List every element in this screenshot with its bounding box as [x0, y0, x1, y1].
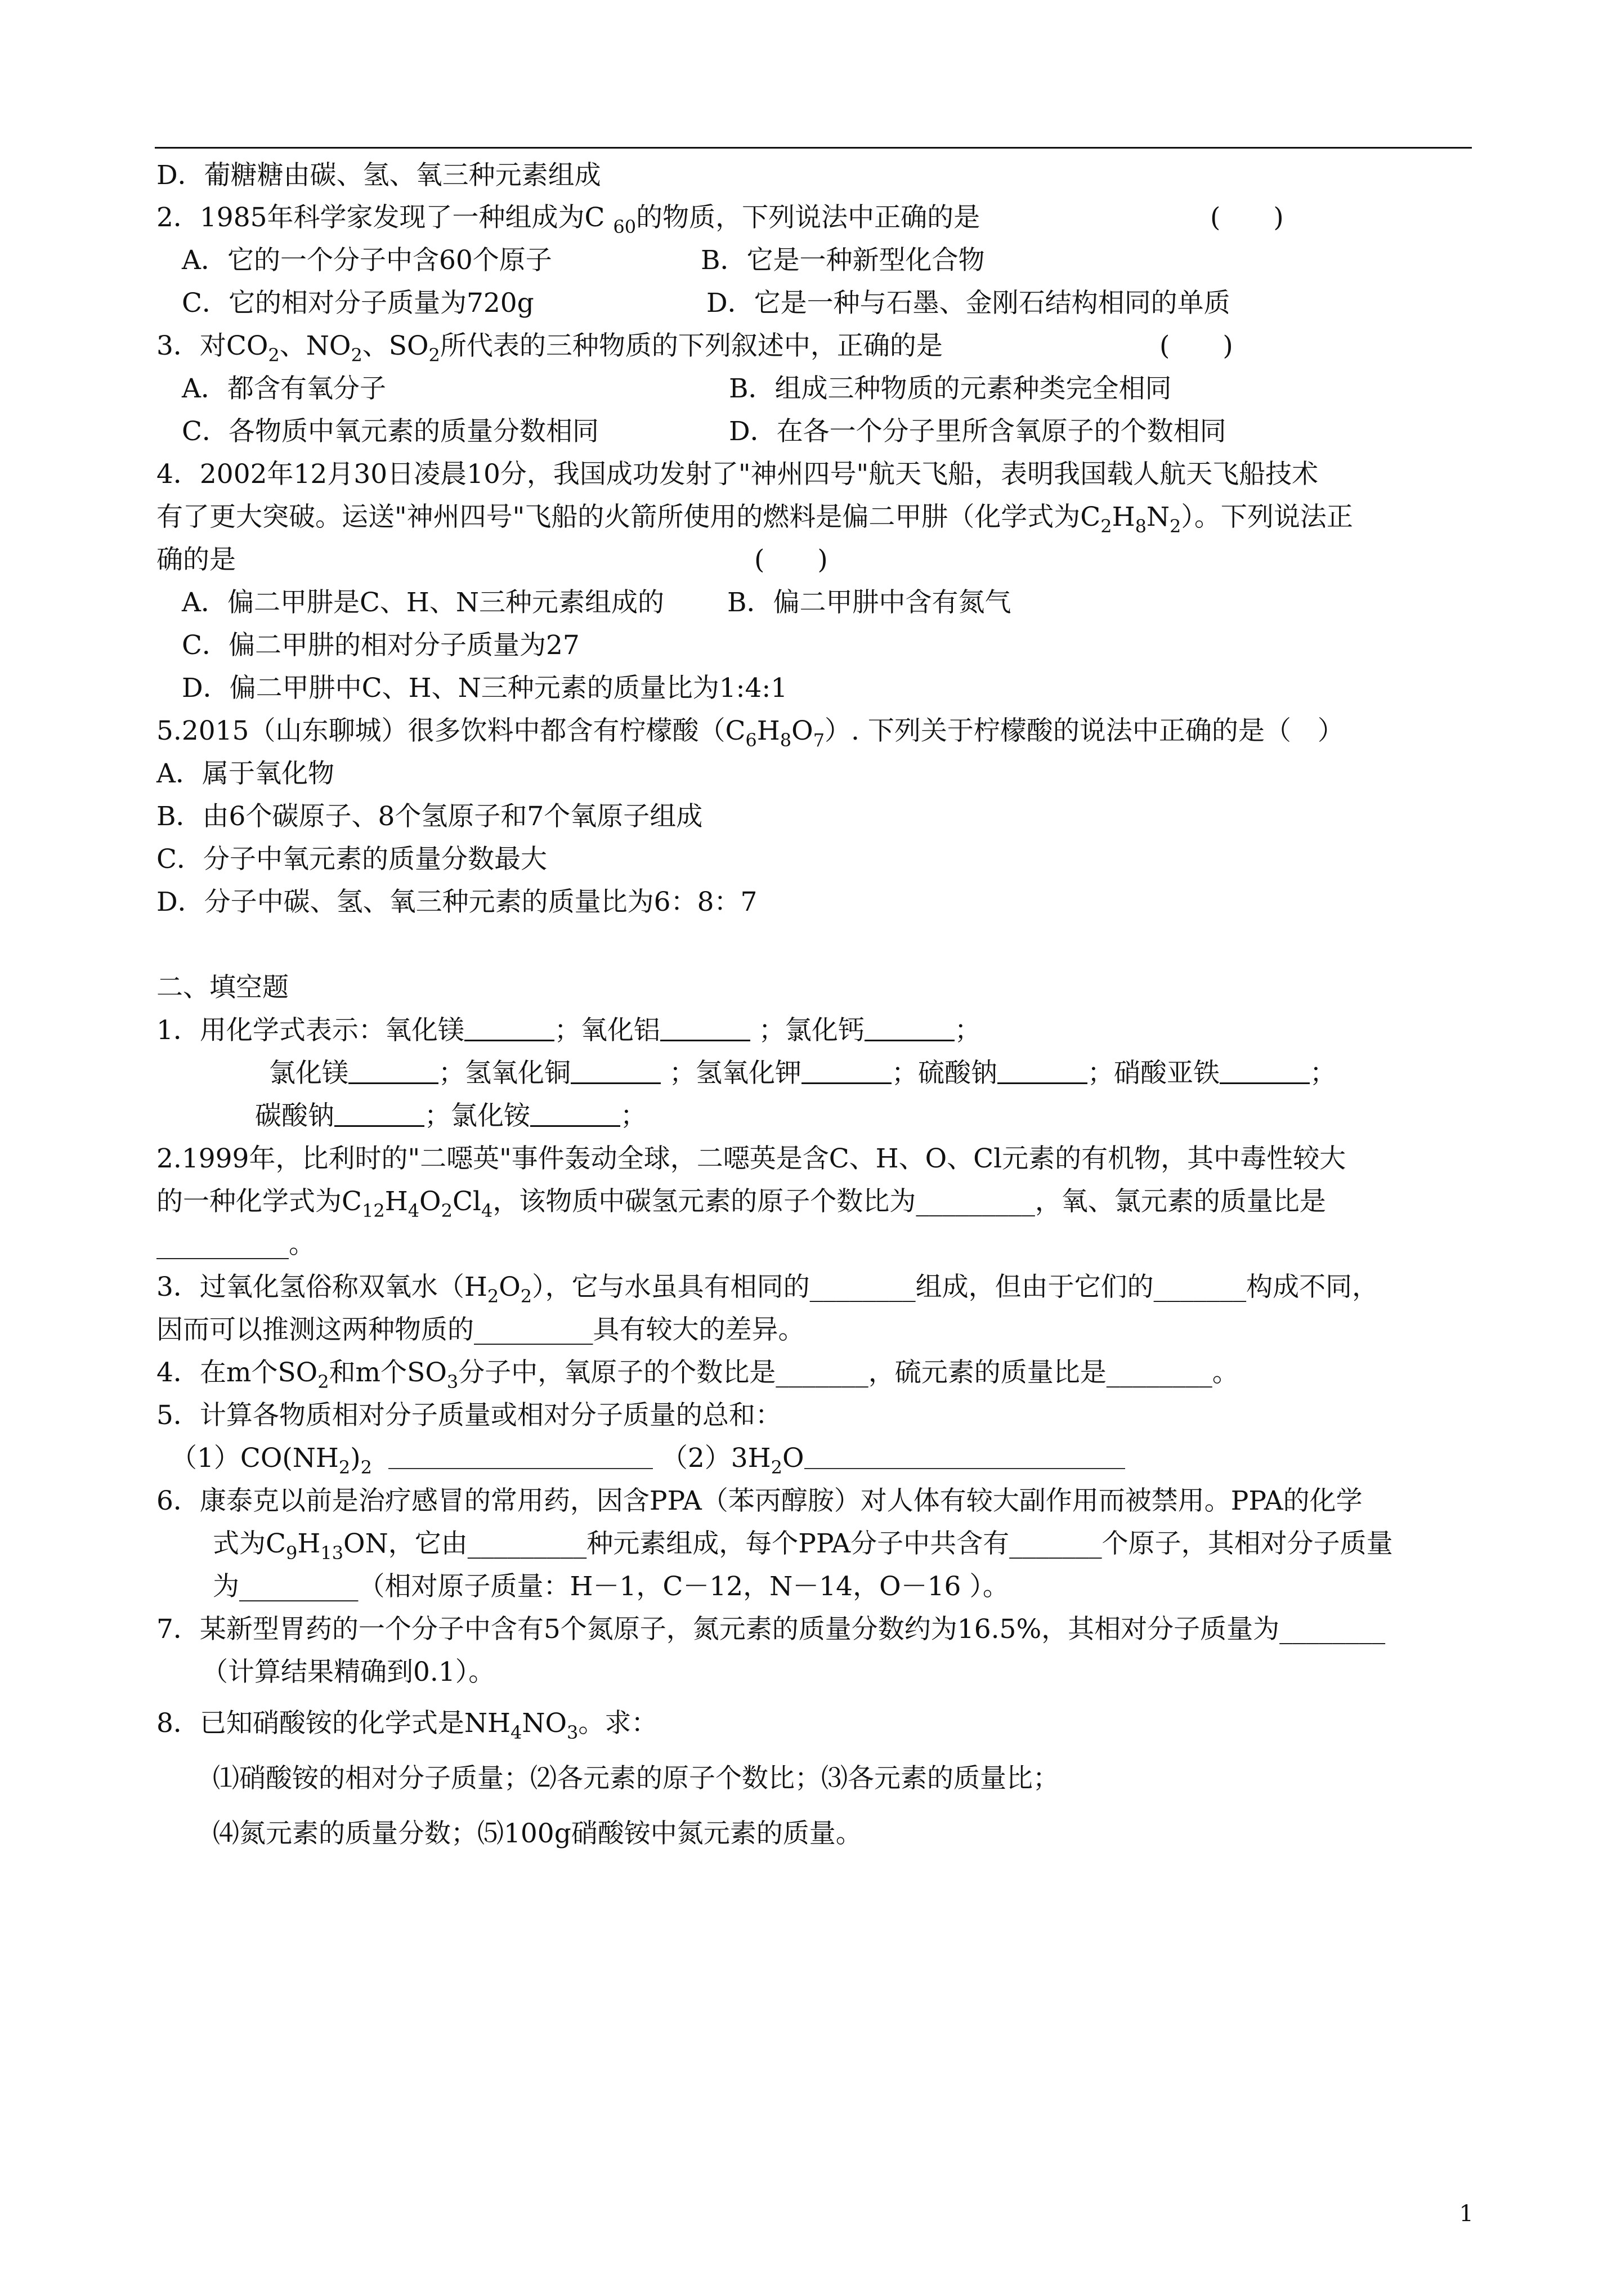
q3-option-d: D．在各一个分子里所含氧原子的个数相同 [729, 416, 1226, 447]
f2-line1: 2.1999年，比利时的"二噁英"事件轰动全球，二噁英是含C、H、O、Cl元素的有机物，其中毒性较大 [156, 1143, 1346, 1174]
q2-stem: 2．1985年科学家发现了一种组成为C $_{60}$的物质，下列说法中正确的是 [156, 202, 980, 238]
q3-stem: 3．对$CO_2$、$NO_2$、$SO_2$所代表的三种物质的下列叙述中，正确的是 [156, 330, 943, 366]
q5-stem: 5.2015（山东聊城）很多饮料中都含有柠檬酸$(C_6H_8O_7)$. 下列关于柠檬酸的说法中正确的是（ ） [156, 715, 1344, 751]
q1-option-d: D．葡糖糖由碳、氢、氧三种元素组成 [156, 160, 601, 191]
f1-row2: 氯化镁 ；氢氧化铜 ；氢氧化钾 ；硫酸钠 ；硝酸亚铁 ； [269, 1058, 1336, 1089]
q3-answer-paren: ( ) [1159, 330, 1233, 361]
q3-option-a: A．都含有氧分子 [182, 373, 386, 404]
q4-option-b: B．偏二甲肼中含有氮气 [727, 587, 1011, 618]
f1-row1: 1．用化学式表示：氧化镁 ；氧化铝 ；氯化钙 ； [156, 1015, 981, 1046]
q4-option-d: D．偏二甲肼中C、H、N三种元素的质量比为1:4:1 [182, 673, 788, 704]
f6-line2: 式为$C_9H_{13}ON$，它由_________种元素组成，每个PPA分子中共含有_______个原子，其相对分子质量 [213, 1528, 1393, 1564]
f3-line2: 因而可以推测这两种物质的_________具有较大的差异。 [156, 1314, 805, 1345]
q5-option-b: B．由6个碳原子、8个氢原子和7个氧原子组成 [156, 801, 703, 832]
q5-option-d: D．分子中碳、氢、氧三种元素的质量比为6：8：7 [156, 887, 758, 917]
f2-line3: __________。 [156, 1229, 315, 1260]
q2-option-a: A．它的一个分子中含60个原子 [182, 245, 552, 276]
q3-option-b: B．组成三种物质的元素种类完全相同 [729, 373, 1172, 404]
q5-option-a: A．属于氧化物 [156, 758, 334, 789]
f5-stem: 5．计算各物质相对分子质量或相对分子质量的总和： [156, 1400, 782, 1431]
q4-answer-paren: ( ) [754, 544, 828, 575]
q4-stem-line1: 4．2002年12月30日凌晨10分，我国成功发射了"神州四号"航天飞船，表明我国载人航天飞船技术 [156, 459, 1319, 490]
q4-stem-line3: 确的是 [156, 544, 236, 575]
f2-line2: 的一种化学式为$C_{12}H_4O_2Cl_4$，该物质中碳氢元素的原子个数比为_________，氧、氯元素的质量比是 [156, 1186, 1326, 1221]
section-title-fill-in: 二、填空题 [156, 972, 289, 1003]
header-rule [155, 147, 1472, 149]
f8-stem: 8．已知硝酸铵的化学式是$NH_4NO_3$。求： [156, 1708, 658, 1743]
f8-sub-line1: ⑴硝酸铵的相对分子质量；⑵各元素的原子个数比；⑶各元素的质量比； [213, 1763, 1059, 1794]
q4-option-c: C．偏二甲肼的相对分子质量为27 [182, 630, 580, 661]
q4-stem-line2: 有了更大突破。运送"神州四号"飞船的火箭所使用的燃料是偏二甲肼（化学式为$C_2H_8N_2$）。下列说法正 [156, 502, 1353, 537]
q4-option-a: A．偏二甲肼是C、H、N三种元素组成的 [182, 587, 665, 618]
q2-answer-paren: ( ) [1210, 202, 1284, 233]
f7-line1: 7．某新型胃药的一个分子中含有5个氮原子，氮元素的质量分数约为16.5%，其相对分子质量为________ [156, 1614, 1386, 1645]
q3-option-c: C．各物质中氧元素的质量分数相同 [182, 416, 599, 447]
f4-line: 4．在m个$SO_2$和m个$SO_3$分子中，氧原子的个数比是_______，硫元素的质量比是________。 [156, 1357, 1239, 1393]
f3-line1: 3．过氧化氢俗称双氧水$(H_2O_2)$，它与水虽具有相同的________组成，但由于它们的_______构成不同， [156, 1272, 1379, 1307]
f6-line1: 6．康泰克以前是治疗感冒的常用药，因含PPA（苯丙醇胺）对人体有较大副作用而被禁用。PPA的化学 [156, 1485, 1363, 1516]
f8-sub-line2: ⑷氮元素的质量分数；⑸100g硝酸铵中氮元素的质量。 [213, 1818, 862, 1849]
f1-row3: 碳酸钠 ；氯化铵 ； [255, 1100, 647, 1131]
page-number: 1 [1459, 2201, 1474, 2227]
f7-line2: （计算结果精确到0.1）。 [201, 1657, 495, 1688]
q5-option-c: C．分子中氧元素的质量分数最大 [156, 844, 547, 875]
q2-option-c: C．它的相对分子质量为720g [182, 288, 534, 319]
f5-items: $(1)CO(NH_2)_2$ $(2)3H_2O$ [171, 1442, 1125, 1484]
q2-option-d: D．它是一种与石墨、金刚石结构相同的单质 [706, 288, 1230, 319]
f6-line3: 为_________（相对原子质量：H－1，C－12，N－14，O－16 ）。 [213, 1571, 1009, 1602]
q2-option-b: B．它是一种新型化合物 [701, 245, 985, 276]
